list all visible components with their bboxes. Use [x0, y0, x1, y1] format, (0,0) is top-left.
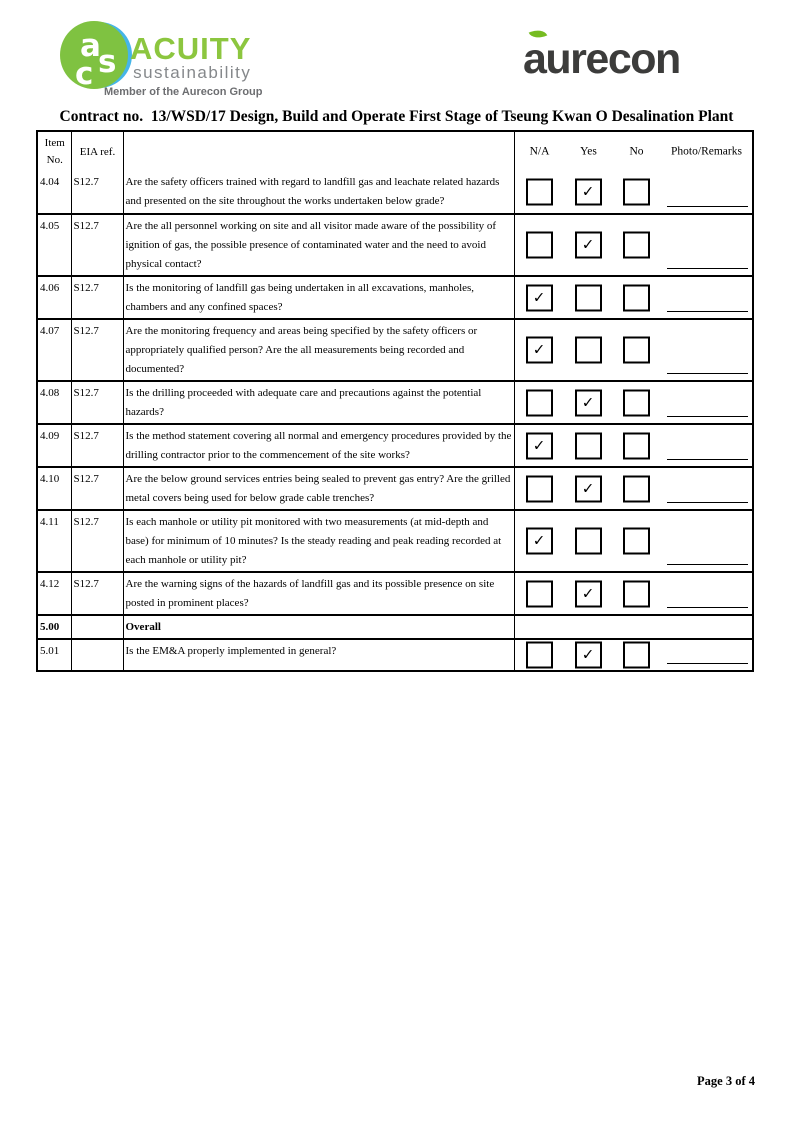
page-number: Page 3 of 4	[697, 1074, 755, 1088]
table-row	[37, 510, 753, 572]
na-checkbox[interactable]: ✓	[526, 337, 553, 364]
eia-ref: S12.7	[71, 424, 123, 467]
no-checkbox[interactable]	[623, 580, 650, 607]
question-text: Is the monitoring of landfill gas being undertaken in all excavations, manholes, chambers and any confined spaces?	[123, 276, 514, 319]
yes-checkbox[interactable]: ✓	[575, 580, 602, 607]
table-row	[37, 276, 753, 319]
eia-ref: S12.7	[71, 381, 123, 424]
no-checkbox[interactable]	[623, 528, 650, 555]
na-checkbox[interactable]: ✓	[526, 432, 553, 459]
table-header-row	[37, 131, 753, 171]
remarks-underline[interactable]	[667, 607, 748, 608]
yes-checkbox[interactable]	[575, 284, 602, 311]
header-answers	[514, 131, 753, 171]
table-row	[37, 319, 753, 381]
table-section-row	[37, 615, 753, 639]
remarks-underline[interactable]	[667, 502, 748, 503]
section-title: Overall	[123, 615, 514, 639]
item-no: 4.06	[40, 282, 60, 294]
na-checkbox[interactable]: ✓	[526, 284, 553, 311]
item-no: 4.12	[40, 578, 60, 590]
svg-text:c: c	[75, 56, 94, 92]
item-no: 4.11	[40, 516, 59, 528]
na-checkbox[interactable]	[526, 475, 553, 502]
remarks-underline[interactable]	[667, 206, 748, 207]
yes-checkbox[interactable]	[575, 528, 602, 555]
page-title: Contract no. 13/WSD/17 Design, Build and Operate First Stage of Tseung Kwan O Desalination Plant	[59, 108, 734, 125]
acuity-logo-icon	[58, 18, 132, 92]
eia-ref	[71, 615, 123, 639]
yes-checkbox[interactable]: ✓	[575, 179, 602, 206]
item-no: 4.08	[40, 387, 60, 399]
header-eia-ref: EIA ref.	[71, 131, 123, 171]
no-checkbox[interactable]	[623, 337, 650, 364]
remarks-underline[interactable]	[667, 373, 748, 374]
no-checkbox[interactable]	[623, 475, 650, 502]
header-no: No	[629, 145, 644, 157]
eia-ref: S12.7	[71, 276, 123, 319]
item-no: 4.05	[40, 220, 60, 232]
no-checkbox[interactable]	[623, 432, 650, 459]
no-checkbox[interactable]	[623, 284, 650, 311]
yes-checkbox[interactable]	[575, 432, 602, 459]
table-row	[37, 639, 753, 671]
na-checkbox[interactable]	[526, 389, 553, 416]
checklist-table	[36, 130, 754, 672]
header-photo-remarks: Photo/Remarks	[671, 145, 742, 157]
eia-ref: S12.7	[71, 214, 123, 276]
aurecon-wordmark: aurecon	[523, 35, 680, 83]
question-text: Are the all personnel working on site and all visitor made aware of the possibility of ignition of gas, the possible presence of contaminated water and the need to avoid physical contact?	[123, 214, 514, 276]
remarks-underline[interactable]	[667, 311, 748, 312]
eia-ref: S12.7	[71, 572, 123, 615]
acuity-tagline: sustainability	[133, 63, 252, 82]
remarks-underline[interactable]	[667, 268, 748, 269]
item-no: 5.00	[40, 621, 60, 633]
aurecon-logo	[523, 36, 743, 88]
yes-checkbox[interactable]: ✓	[575, 475, 602, 502]
eia-ref: S12.7	[71, 467, 123, 510]
question-text: Are the below ground services entries being sealed to prevent gas entry? Are the grilled metal covers being used for below grade cable trenches?	[123, 467, 514, 510]
na-checkbox[interactable]	[526, 232, 553, 259]
empty-answers-cell	[514, 615, 753, 639]
question-text: Is the drilling proceeded with adequate care and precautions against the potential hazards?	[123, 381, 514, 424]
remarks-underline[interactable]	[667, 416, 748, 417]
question-text: Are the monitoring frequency and areas being specified by the safety officers or appropriately qualified person? Are the all measurements being recorded and documented?	[123, 319, 514, 381]
item-no: 4.07	[40, 325, 60, 337]
remarks-underline[interactable]	[667, 663, 748, 664]
header-yes: Yes	[580, 145, 597, 157]
yes-checkbox[interactable]: ✓	[575, 389, 602, 416]
na-checkbox[interactable]	[526, 642, 553, 669]
question-text: Is each manhole or utility pit monitored with two measurements (at mid-depth and base) for minimum of 10 minutes? Is the steady reading and peak reading recorded at each manhole or utility pit?	[123, 510, 514, 572]
table-row	[37, 171, 753, 214]
yes-checkbox[interactable]: ✓	[575, 232, 602, 259]
no-checkbox[interactable]	[623, 232, 650, 259]
item-no: 5.01	[40, 645, 60, 657]
question-text: Is the method statement covering all normal and emergency procedures provided by the drilling contractor prior to the commencement of the site works?	[123, 424, 514, 467]
table-row	[37, 572, 753, 615]
table-row	[37, 424, 753, 467]
no-checkbox[interactable]	[623, 179, 650, 206]
eia-ref: S12.7	[71, 510, 123, 572]
svg-text:s: s	[98, 44, 117, 80]
remarks-underline[interactable]	[667, 459, 748, 460]
remarks-underline[interactable]	[667, 564, 748, 565]
question-text: Are the warning signs of the hazards of landfill gas and its possible presence on site posted in prominent places?	[123, 572, 514, 615]
yes-checkbox[interactable]	[575, 337, 602, 364]
no-checkbox[interactable]	[623, 642, 650, 669]
eia-ref	[71, 639, 123, 671]
acuity-member-text: Member of the Aurecon Group	[104, 86, 263, 98]
acuity-wordmark: ACUITY	[130, 31, 252, 66]
header-question	[123, 131, 514, 171]
table-row	[37, 214, 753, 276]
svg-text:a: a	[80, 28, 101, 64]
header-na: N/A	[529, 145, 550, 157]
na-checkbox[interactable]: ✓	[526, 528, 553, 555]
question-text: Is the EM&A properly implemented in general?	[123, 639, 514, 671]
acuity-logo	[58, 16, 318, 102]
na-checkbox[interactable]	[526, 179, 553, 206]
header-item-no: Item No.	[44, 137, 65, 166]
eia-ref: S12.7	[71, 171, 123, 214]
item-no: 4.09	[40, 430, 60, 442]
table-row	[37, 381, 753, 424]
table-row	[37, 467, 753, 510]
item-no: 4.10	[40, 473, 60, 485]
question-text: Are the safety officers trained with regard to landfill gas and leachate related hazards and presented on the site throughout the works undertaken below grade?	[123, 171, 514, 214]
na-checkbox[interactable]	[526, 580, 553, 607]
item-no: 4.04	[40, 176, 60, 188]
yes-checkbox[interactable]: ✓	[575, 642, 602, 669]
no-checkbox[interactable]	[623, 389, 650, 416]
eia-ref: S12.7	[71, 319, 123, 381]
